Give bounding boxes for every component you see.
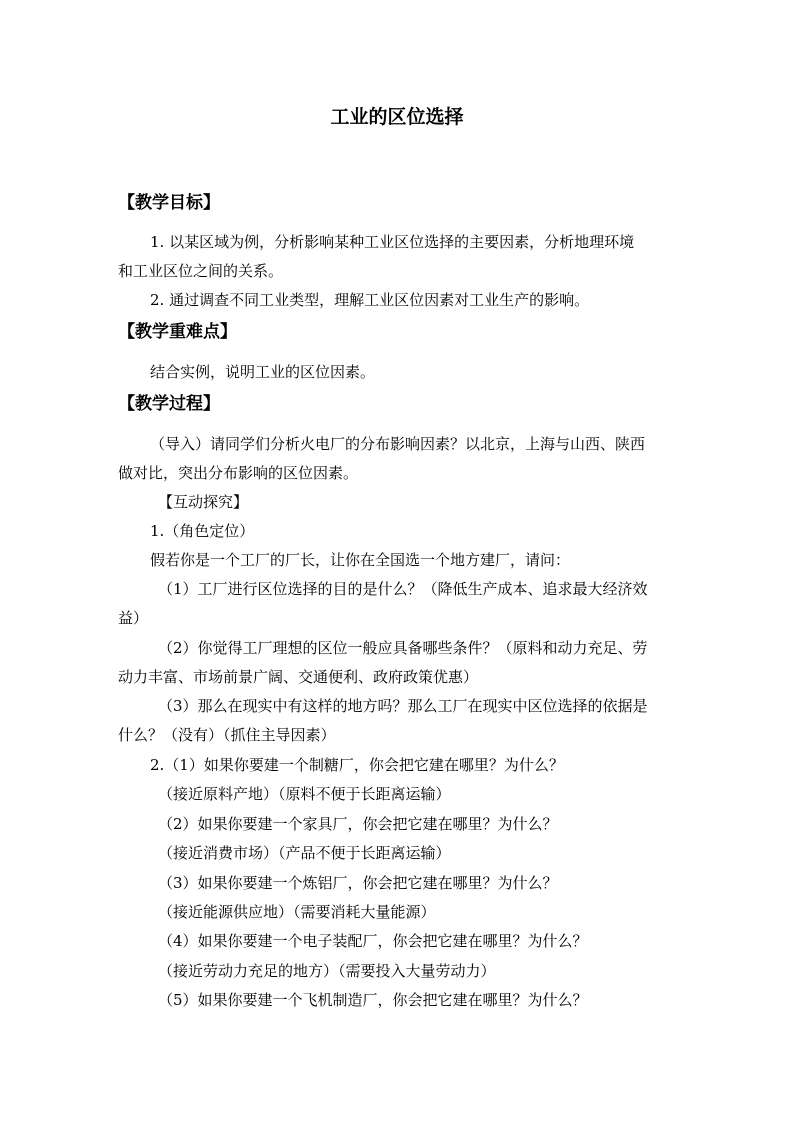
process-item-2-answer-1: （接近原料产地）（原料不便于长距离运输） — [158, 785, 451, 803]
process-item-2-question-3: （3）如果你要建一个炼铝厂，你会把它建在哪里？为什么？ — [158, 874, 558, 892]
document-title: 工业的区位选择 — [330, 106, 464, 128]
process-item-2-question-1: 2.（1）如果你要建一个制糖厂，你会把它建在哪里？为什么？ — [150, 756, 564, 774]
process-q2-line-1: （2）你觉得工厂理想的区位一般应具备哪些条件？（原料和动力充足、劳 — [158, 639, 648, 657]
process-q1-line-1: （1）工厂进行区位选择的目的是什么？（降低生产成本、追求最大经济效 — [158, 580, 648, 598]
process-interactive-label: 【互动探究】 — [158, 493, 249, 511]
process-q3-line-2: 什么？（没有）（抓住主导因素） — [118, 726, 336, 744]
section-heading-goals: 【教学目标】 — [118, 193, 220, 213]
process-q3-line-1: （3）那么在现实中有这样的地方吗？那么工厂在现实中区位选择的依据是 — [158, 697, 648, 715]
process-q1-line-2: 益） — [118, 609, 149, 627]
goals-paragraph-2: 2. 通过调查不同工业类型，理解工业区位因素对工业生产的影响。 — [150, 291, 590, 309]
goals-paragraph-1-line-1: 1. 以某区域为例，分析影响某种工业区位选择的主要因素，分析地理环境 — [150, 233, 635, 251]
process-intro-line-2: 做对比，突出分布影响的区位因素。 — [118, 464, 359, 482]
process-item-2-answer-2: （接近消费市场）（产品不便于长距离运输） — [158, 844, 451, 862]
process-item-2-answer-4: （接近劳动力充足的地方）（需要投入大量劳动力） — [158, 962, 496, 980]
process-intro-line-1: （导入）请同学们分析火电厂的分布影响因素？以北京，上海与山西、陕西 — [150, 435, 646, 453]
section-heading-process: 【教学过程】 — [118, 394, 220, 414]
process-item-2-question-4: （4）如果你要建一个电子装配厂，你会把它建在哪里？为什么？ — [158, 932, 588, 950]
process-item-2-answer-3: （接近能源供应地）（需要消耗大量能源） — [158, 903, 436, 921]
keypoints-paragraph-1: 结合实例，说明工业的区位因素。 — [150, 363, 376, 381]
process-item-1: 1.（角色定位） — [150, 522, 255, 540]
goals-paragraph-1-line-2: 和工业区位之间的关系。 — [118, 262, 284, 280]
process-q2-line-2: 动力丰富、市场前景广阔、交通便利、政府政策优惠） — [118, 668, 479, 686]
process-item-2-question-5: （5）如果你要建一个飞机制造厂，你会把它建在哪里？为什么？ — [158, 991, 588, 1009]
process-item-2-question-2: （2）如果你要建一个家具厂，你会把它建在哪里？为什么？ — [158, 815, 558, 833]
process-scenario: 假若你是一个工厂的厂长，让你在全国选一个地方建厂，请问： — [150, 551, 571, 569]
section-heading-keypoints: 【教学重难点】 — [118, 322, 237, 342]
